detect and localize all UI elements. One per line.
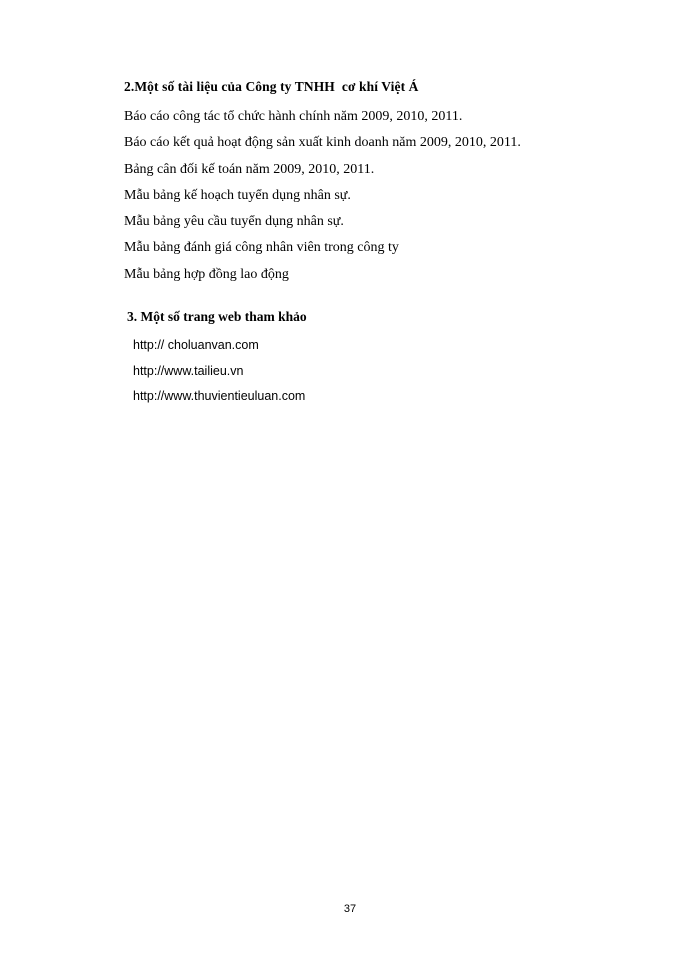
list-item: Mẫu bảng hợp đồng lao động (124, 266, 289, 282)
website-link: http://www.thuvientieuluan.com (133, 389, 306, 403)
reference-websites-list (133, 333, 305, 410)
list-item: Mẫu bảng yêu cầu tuyển dụng nhân sự. (124, 214, 344, 230)
website-link: http:// choluanvan.com (133, 338, 259, 352)
company-documents-list (124, 104, 521, 288)
list-item: Báo cáo công tác tổ chức hành chính năm 2009, 2010, 2011. (124, 109, 463, 124)
page-number: 37 (343, 903, 357, 915)
section-3-heading: 3. Một số trang web tham khảo (127, 309, 307, 324)
list-item: Mẫu bảng đánh giá công nhân viên trong công ty (124, 240, 399, 256)
website-link: http://www.tailieu.vn (133, 363, 244, 378)
section-2-heading: 2.Một số tài liệu của Công ty TNHH cơ khí Việt Á (124, 79, 419, 94)
list-item: Báo cáo kết quả hoạt động sản xuất kinh doanh năm 2009, 2010, 2011. (124, 135, 521, 151)
list-item: Bảng cân đối kế toán năm 2009, 2010, 2011. (124, 161, 375, 177)
list-item: Mẫu bảng kế hoạch tuyển dụng nhân sự. (124, 187, 351, 203)
